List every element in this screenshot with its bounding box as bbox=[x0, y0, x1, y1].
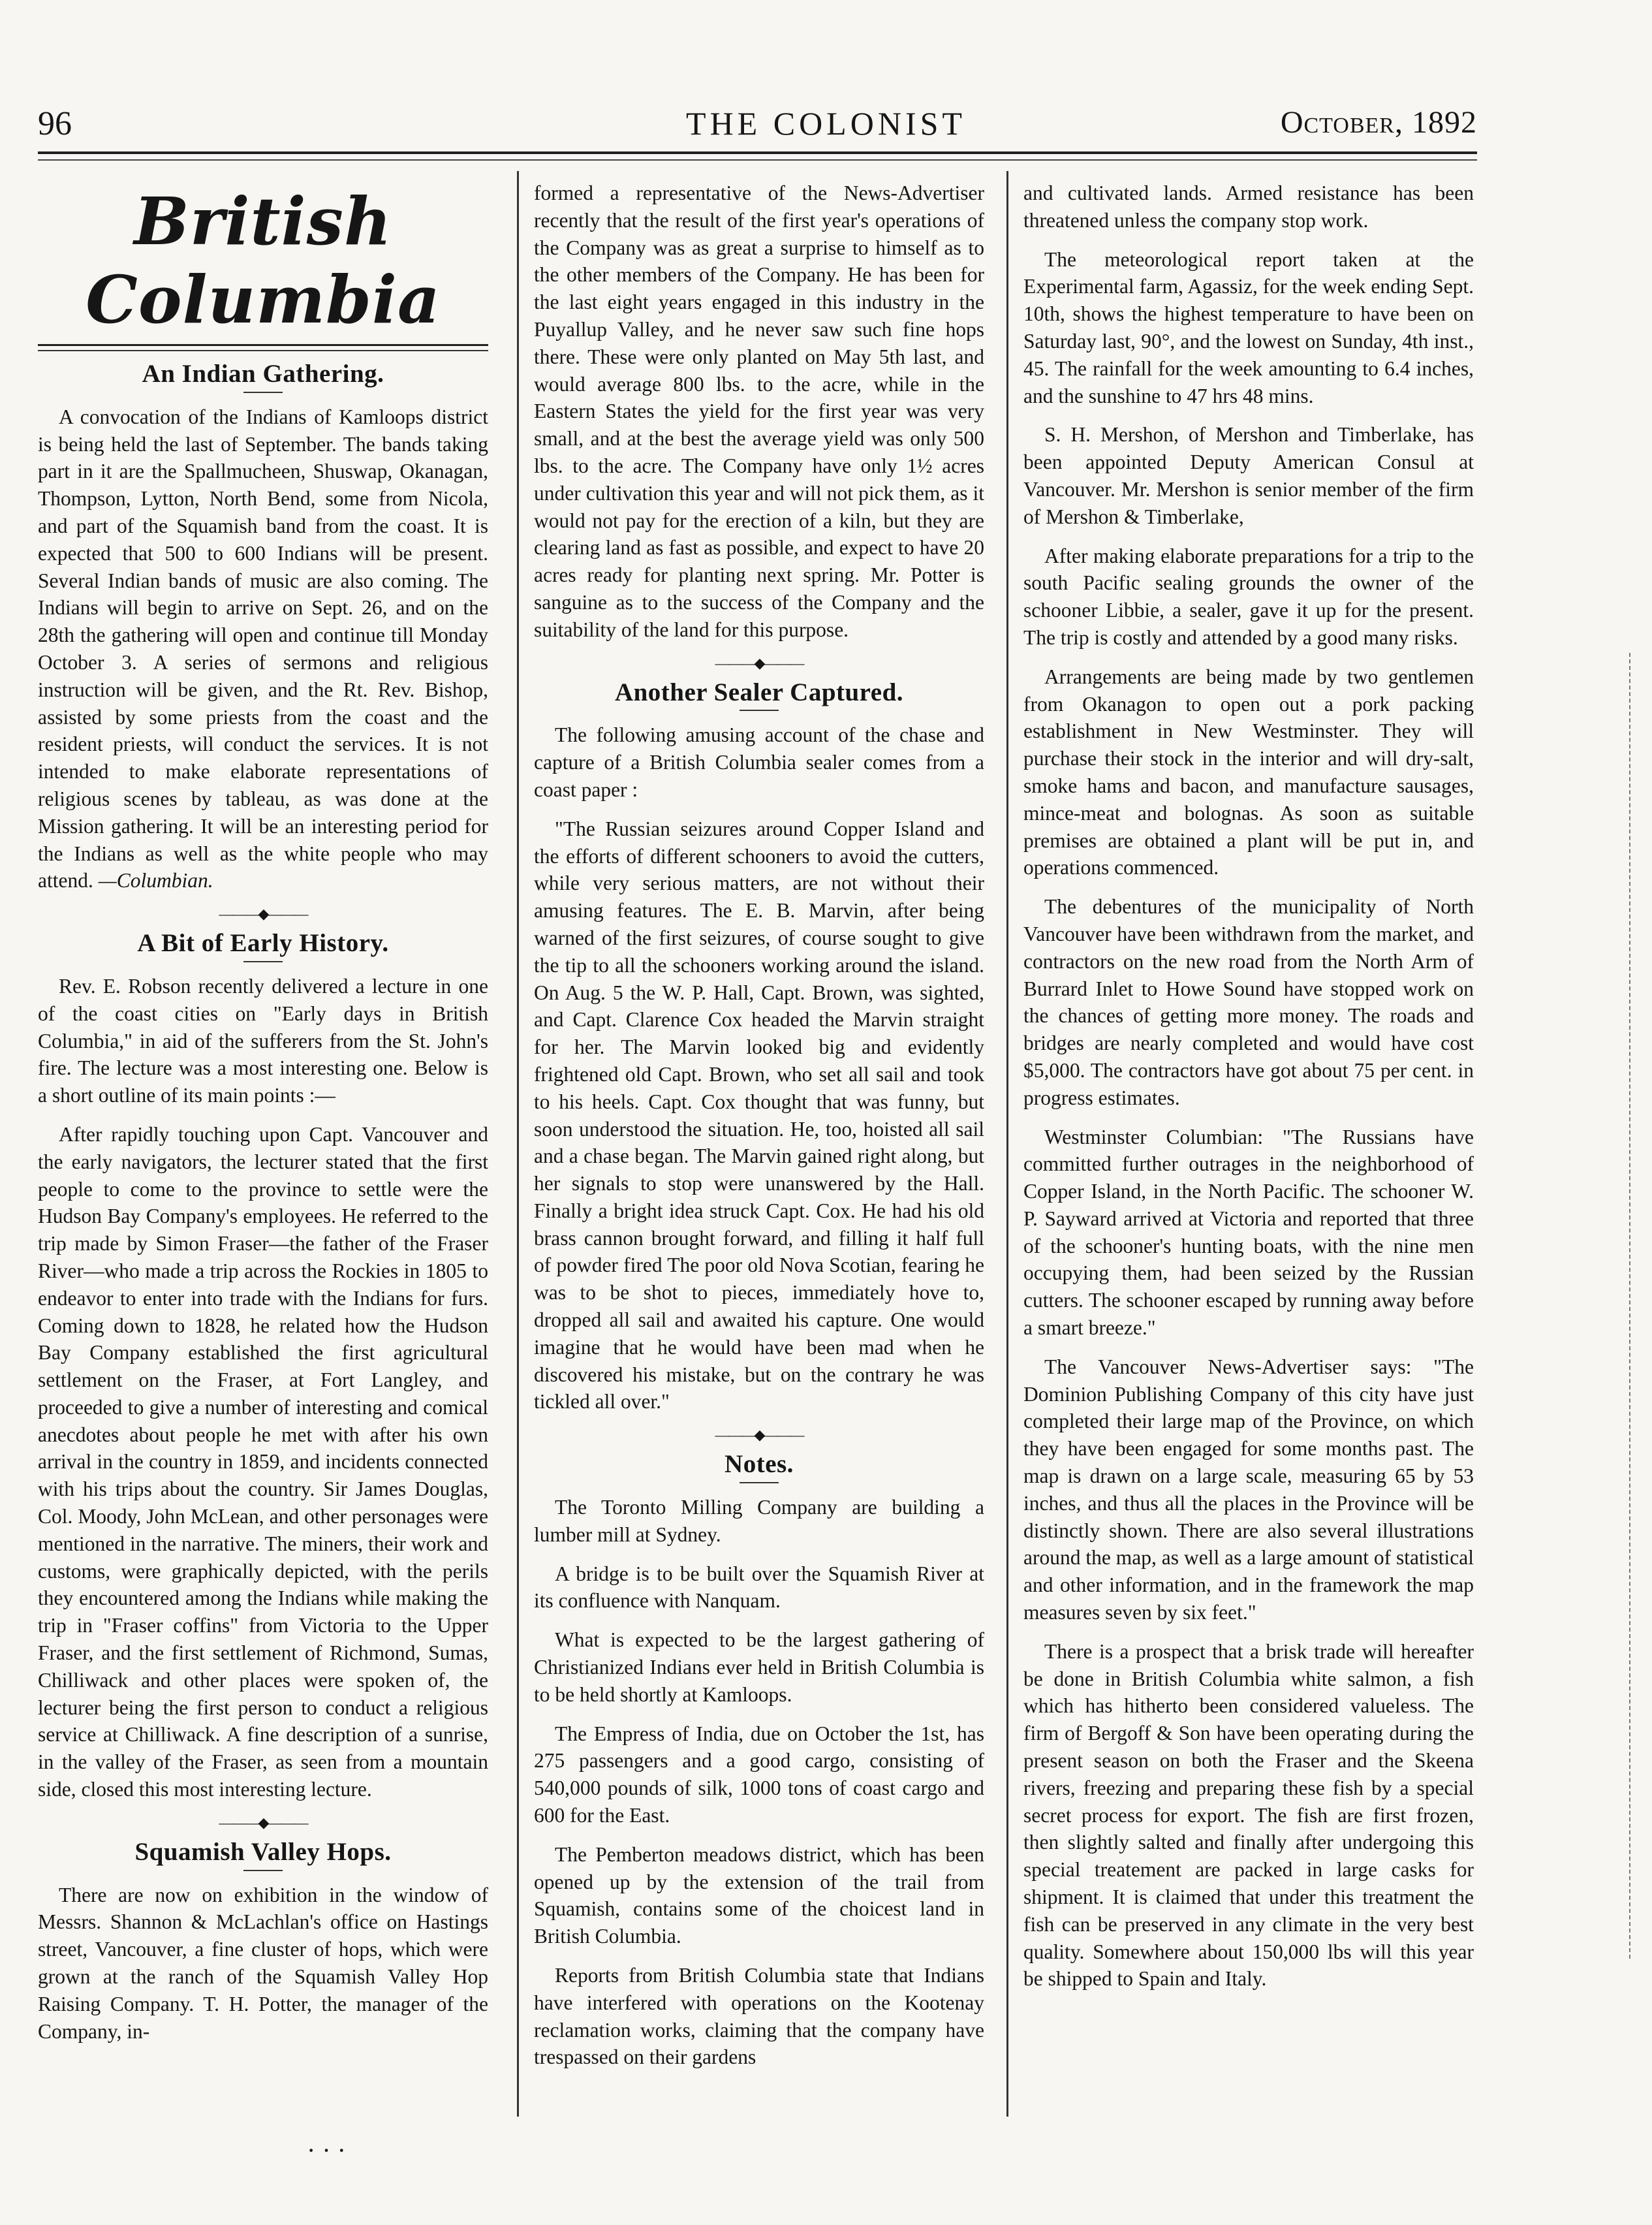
header-rule bbox=[38, 151, 1477, 154]
article-title-indian-gathering: An Indian Gathering. bbox=[142, 360, 384, 388]
note-item: After making elaborate preparations for a trip to the south Pacific sealing grounds the owner of the schooner Libbie, a sealer, gave it up for the present. The trip is costly and attended by a good many risks. bbox=[1023, 544, 1474, 649]
column-3 bbox=[1023, 180, 1474, 2004]
article-paragraph: formed a representative of the News-Advertiser recently that the result of the first year's operations of the Company was as great a surprise to himself as to the other members of the Company. He has been for the last eight years engaged in this industry in the Puyallup Valley, and he never saw such fine hops there. These were only planted on May 5th last, and would average 800 lbs. to the acre, while in the Eastern States the yield for the first year was very small, and at the best the average yield was only 500 lbs. to the acre. The Company have only 1½ acres under cultivation this year and will not pick them, as it would not pay for the erection of a kiln, but they are clearing land as fast as possible, and expect to have 20 acres ready for planting next spring. Mr. Potter is sanguine as to the success of the Company and the suitability of the land for this purpose. bbox=[534, 181, 984, 641]
title-rule bbox=[243, 1870, 283, 1871]
ornament-divider: ———◆——— bbox=[219, 1814, 307, 1831]
article-title-squamish-hops: Squamish Valley Hops. bbox=[134, 1837, 392, 1866]
page-edge bbox=[1629, 653, 1633, 1959]
note-item: S. H. Mershon, of Mershon and Timberlake, has been appointed Deputy American Consul at Vancouver. Mr. Mershon is senior member of the firm of Mershon & Timberlake, bbox=[1023, 423, 1474, 528]
note-item: There is a prospect that a brisk trade will hereafter be done in British Columbia white salmon, a fish which has hitherto been considered valueless. The firm of Bergoff & Son have been operating during the present season on both the Fraser and the Skeena rivers, freezing and preparing these fish by a special secret process for export. The fish are first frozen, then slightly salted and finally after undergoing this special treatement are packed in large casks for shipment. It is claimed that under this treatment the fish can be preserved in any climate in the very best quality. Somewhere about 150,000 lbs will this year be shipped to Spain and Italy. bbox=[1023, 1639, 1474, 1991]
publication-title: THE COLONIST bbox=[686, 105, 966, 142]
note-item: The Vancouver News-Advertiser says: "The Dominion Publishing Company of this city have just completed their large map of the Province, on which they have been engaged for some months past. The map is drawn on a large scale, measuring 65 by 53 inches, and thus all the places in the Province will be distinctly shown. There are also several illustrations around the map, as well as a large amount of statistical and other information, and in the framework the map measures seven by six feet." bbox=[1023, 1355, 1474, 1624]
column-2 bbox=[534, 180, 984, 2083]
article-credit: —Columbian. bbox=[98, 869, 213, 892]
note-item: Arrangements are being made by two gentlemen from Okanagon to open out a pork packing establishment in New Westminster. They will purchase their stock in the interior and will dry-salt, smoke hams and bacon, and manufacture sausages, mince-meat and bolognas. As soon as suitable premises are obtained a plant will be put in, and operations commenced. bbox=[1023, 665, 1474, 879]
header-rule-thin bbox=[38, 159, 1477, 161]
page-mark: · · · bbox=[307, 2136, 346, 2165]
title-rule bbox=[740, 710, 779, 711]
title-rule bbox=[740, 1482, 779, 1483]
article-paragraph: After rapidly touching upon Capt. Vancouver and the early navigators, the lecturer stated that the first people to come to the province to settle were the Hudson Bay Company's employees. He referred to the trip made by Simon Fraser—the father of the Fraser River—who made a trip across the Rockies in 1805 to endeavor to enter into trade with the Indians for furs. Coming down to 1828, he related how the Hudson Bay Company established the first agricultural settlement on the Fraser, at Fort Langley, and proceeded to give a number of interesting and comical anecdotes about people he met with after his own arrival in the country in 1859, and incidents connected with his trips about the country. Sir James Douglas, Col. Moody, John McLean, and other personages were mentioned in the narrative. The miners, their work and customs, were graphically depicted, with the perils they encountered among the Indians while making the trip in "Fraser coffins" from Victoria to the Upper Fraser, and the first settlement of Richmond, Sumas, Chilliwack and other places were spoken of, the lecturer being the first person to conduct a religious service at Chilliwack. A fine description of a sunrise, in the valley of the Fraser, as seen from a mountain side, closed this most interesting lecture. bbox=[38, 1122, 488, 1801]
section-masthead: British Columbia bbox=[86, 183, 441, 338]
note-item: The Toronto Milling Company are building a lumber mill at Sydney. bbox=[534, 1496, 984, 1546]
masthead-rule bbox=[38, 344, 488, 351]
article-paragraph: A convocation of the Indians of Kamloops district is being held the last of September. The bands taking part in it are the Spallmucheen, Shuswap, Okanagan, Thompson, Lytton, North Bend, some from Nicola, and part of the Squamish band from the coast. It is expected that 500 to 600 Indians will be present. Several Indian bands of music are also coming. The Indians will begin to arrive on Sept. 26, and on the 28th the gathering will open and continue till Monday October 3. A series of sermons and religious instruction will be given, and the Rt. Rev. Bishop, assisted by some priests from the coast and the resident priests, will conduct the services. It is not intended to make elaborate representations of religious scenes by tableau, as was done at the Mission gathering. It will be an interesting period for the Indians as well as the white people who may attend. —Columbian. bbox=[38, 405, 488, 892]
article-paragraph: The following amusing account of the chase and capture of a British Columbia sealer comes from a coast paper : bbox=[534, 723, 984, 801]
note-item: The Pemberton meadows district, which has been opened up by the extension of the trail from Squamish, contains some of the choicest land in British Columbia. bbox=[534, 1842, 984, 1948]
article-paragraph: "The Russian seizures around Copper Island and the efforts of different schooners to avoid the cutters, while very serious matters, are not without their amusing features. The E. B. Marvin, after being warned of the first seizures, of course sought to give the tip to all the schooners working around the island. On Aug. 5 the W. P. Hall, Capt. Brown, was sighted, and Capt. Clarence Cox headed the Marvin straight for her. The Marvin looked big and evidently frightened old Capt. Brown, who set all sail and took to his heels. Capt. Cox thought that was funny, but soon understood the situation. He, too, hoisted all sail and a chase began. The Marvin gained right along, but her signals to stop were unanswered by the Hall. Finally a bright idea struck Capt. Cox. He had his old brass cannon brought forward, and filling it half full of powder fired The poor old Nova Scotian, fearing he was to be shot to pieces, immediately hove to, dropped all sail and awaited his capture. One would imagine that he would have been mad when he discovered his mistake, but on the contrary he was tickled all over." bbox=[534, 817, 984, 1413]
article-title-notes: Notes. bbox=[725, 1450, 794, 1479]
issue-date: October, 1892 bbox=[1280, 105, 1477, 140]
note-item: The Empress of India, due on October the 1st, has 275 passengers and a good cargo, consisting of 540,000 pounds of silk, 1000 tons of coast cargo and 600 for the East. bbox=[534, 1722, 984, 1827]
note-item: The debentures of the municipality of North Vancouver have been withdrawn from the market, and contractors on the new road from the North Arm of Burrard Inlet to Howe Sound have stopped work on the chances of getting more money. The roads and bridges are nearly completed and would have cost $5,000. The contractors have got about 75 per cent. in progress estimates. bbox=[1023, 895, 1474, 1109]
article-paragraph: There are now on exhibition in the window of Messrs. Shannon & McLachlan's office on Hastings street, Vancouver, a fine cluster of hops, which were grown at the ranch of the Squamish Valley Hop Raising Company. T. H. Potter, the manager of the Company, in- bbox=[38, 1883, 488, 2043]
ornament-divider: ———◆——— bbox=[715, 1427, 803, 1444]
article-paragraph: Rev. E. Robson recently delivered a lecture in one of the coast cities on "Early days in British Columbia," in aid of the sufferers from the St. John's fire. The lecture was a most interesting one. Below is a short outline of its main points :— bbox=[38, 974, 488, 1107]
note-item: What is expected to be the largest gathering of Christianized Indians ever held in British Columbia is to be held shortly at Kamloops. bbox=[534, 1628, 984, 1706]
note-item: and cultivated lands. Armed resistance has been threatened unless the company stop work. bbox=[1023, 181, 1474, 232]
note-item: Reports from British Columbia state that Indians have interfered with operations on the Kootenay reclamation works, claiming that the company have trespassed on their gardens bbox=[534, 1964, 984, 2069]
column-1 bbox=[38, 180, 488, 2057]
title-rule bbox=[243, 392, 283, 393]
note-item: The meteorological report taken at the Experimental farm, Agassiz, for the week ending Sept. 10th, shows the highest temperature to have been on Saturday last, 90°, and the lowest on Sunday, 4th inst., 45. The rainfall for the week amounting to 6.4 inches, and the sunshine to 47 hrs 48 mins. bbox=[1023, 247, 1474, 407]
column-divider bbox=[1006, 171, 1008, 2117]
note-item: A bridge is to be built over the Squamish River at its confluence with Nanquam. bbox=[534, 1562, 984, 1613]
column-divider bbox=[517, 171, 519, 2117]
article-title-sealer-captured: Another Sealer Captured. bbox=[614, 678, 904, 706]
title-rule bbox=[243, 961, 283, 962]
page-number: 96 bbox=[38, 105, 72, 142]
article-title-early-history: A Bit of Early History. bbox=[137, 929, 389, 958]
ornament-divider: ———◆——— bbox=[715, 654, 803, 671]
ornament-divider: ———◆——— bbox=[219, 906, 307, 923]
note-item: Westminster Columbian: "The Russians have committed further outrages in the neighborhood of Copper Island, in the North Pacific. The schooner W. P. Sayward arrived at Victoria and reported that three of the schooner's hunting boats, with the nine men occupying them, had been seized by the Russian cutters. The schooner escaped by running away before a smart breeze." bbox=[1023, 1125, 1474, 1340]
